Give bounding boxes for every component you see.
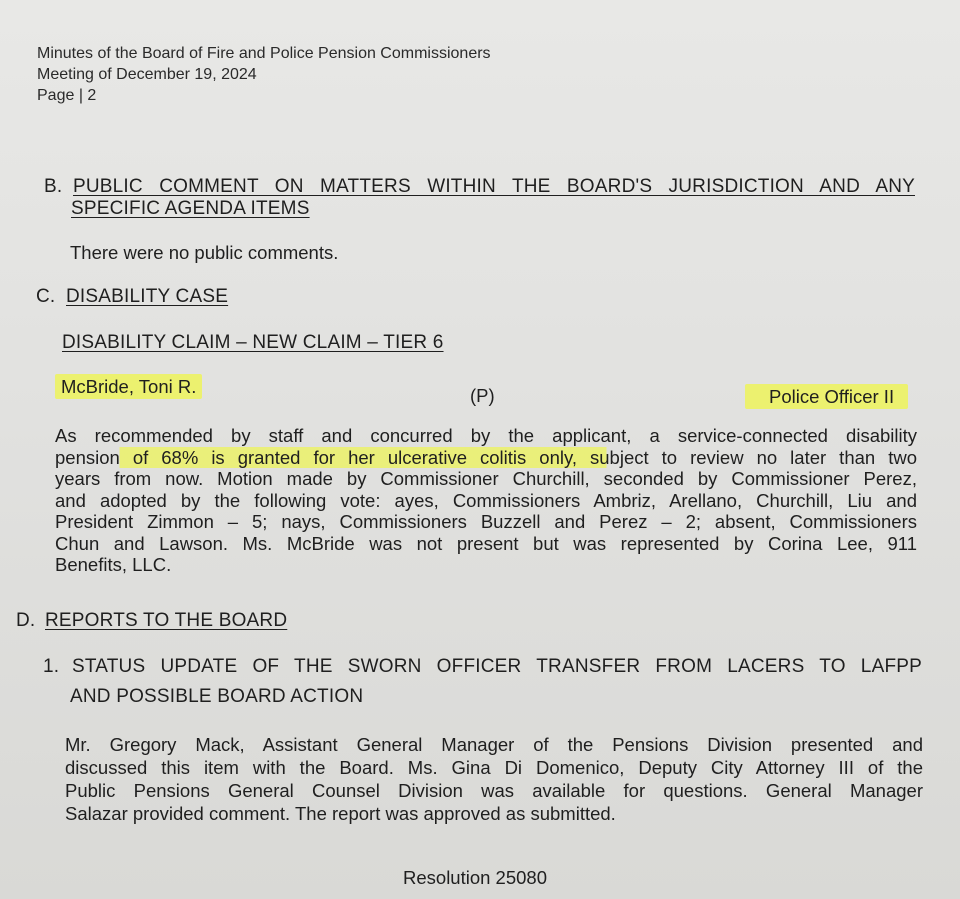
section-c-line: President Zimmon – 5; nays, Commissioners Buzzell and Perez – 2; absent, Commissioners (55, 511, 917, 532)
section-d-heading: REPORTS TO THE BOARD (45, 610, 288, 631)
section-c-line: and adopted by the following vote: ayes, Commissioners Ambriz, Arellano, Churchill, Liu and (55, 489, 917, 511)
claimant-name-highlight: McBride, Toni R. (55, 374, 202, 399)
section-c-line-highlighted: pension of 68% is granted for her ulcerative colitis only, subject to review no later than two (55, 446, 917, 468)
item-title-line2: AND POSSIBLE BOARD ACTION (70, 686, 364, 707)
claimant-rank (745, 386, 908, 408)
section-d-line: Salazar provided comment. The report was approved as submitted. (65, 803, 616, 824)
item-number: 1. (43, 656, 60, 677)
section-b-text: There were no public comments. (70, 242, 339, 263)
section-b-heading-line1: PUBLIC COMMENT ON MATTERS WITHIN THE BOARD'S JURISDICTION AND ANY (73, 176, 915, 197)
page-number: Page | 2 (37, 87, 97, 104)
resolution-number: Resolution 25080 (403, 867, 547, 888)
section-d-letter: D. (16, 610, 36, 631)
section-b-letter: B. (44, 176, 63, 197)
section-c-line: As recommended by staff and concurred by the applicant, a service-connected disability (55, 425, 917, 446)
section-c-line: Chun and Lawson. Ms. McBride was not present but was represented by Corina Lee, 911 (55, 532, 917, 554)
section-b-heading-line2: SPECIFIC AGENDA ITEMS (71, 198, 310, 219)
claimant-type: (P) (470, 385, 495, 406)
section-c-paragraph (55, 425, 917, 576)
item-title-line1: STATUS UPDATE OF THE SWORN OFFICER TRANSFER FROM LACERS TO LAFPP (72, 656, 922, 677)
section-d-line: Public Pensions General Counsel Division was available for questions. General Manager (65, 780, 923, 801)
section-c-line: years from now. Motion made by Commissioner Churchill, seconded by Commissioner Perez, (55, 468, 917, 489)
document-title: Minutes of the Board of Fire and Police Pension Commissioners (37, 45, 491, 62)
section-d-paragraph (65, 733, 923, 825)
section-c-heading: DISABILITY CASE (66, 286, 229, 307)
section-c-line: Benefits, LLC. (55, 554, 172, 575)
section-d-line: discussed this item with the Board. Ms. Gina Di Domenico, Deputy City Attorney III of the (65, 757, 923, 778)
section-d-line: Mr. Gregory Mack, Assistant General Manager of the Pensions Division presented and (65, 734, 923, 755)
section-c-subheading: DISABILITY CLAIM – NEW CLAIM – TIER 6 (62, 332, 444, 353)
claimant-rank-highlight: Police Officer II (745, 384, 908, 409)
meeting-date: Meeting of December 19, 2024 (37, 66, 257, 83)
claimant-name (55, 376, 202, 398)
section-c-letter: C. (36, 286, 56, 307)
